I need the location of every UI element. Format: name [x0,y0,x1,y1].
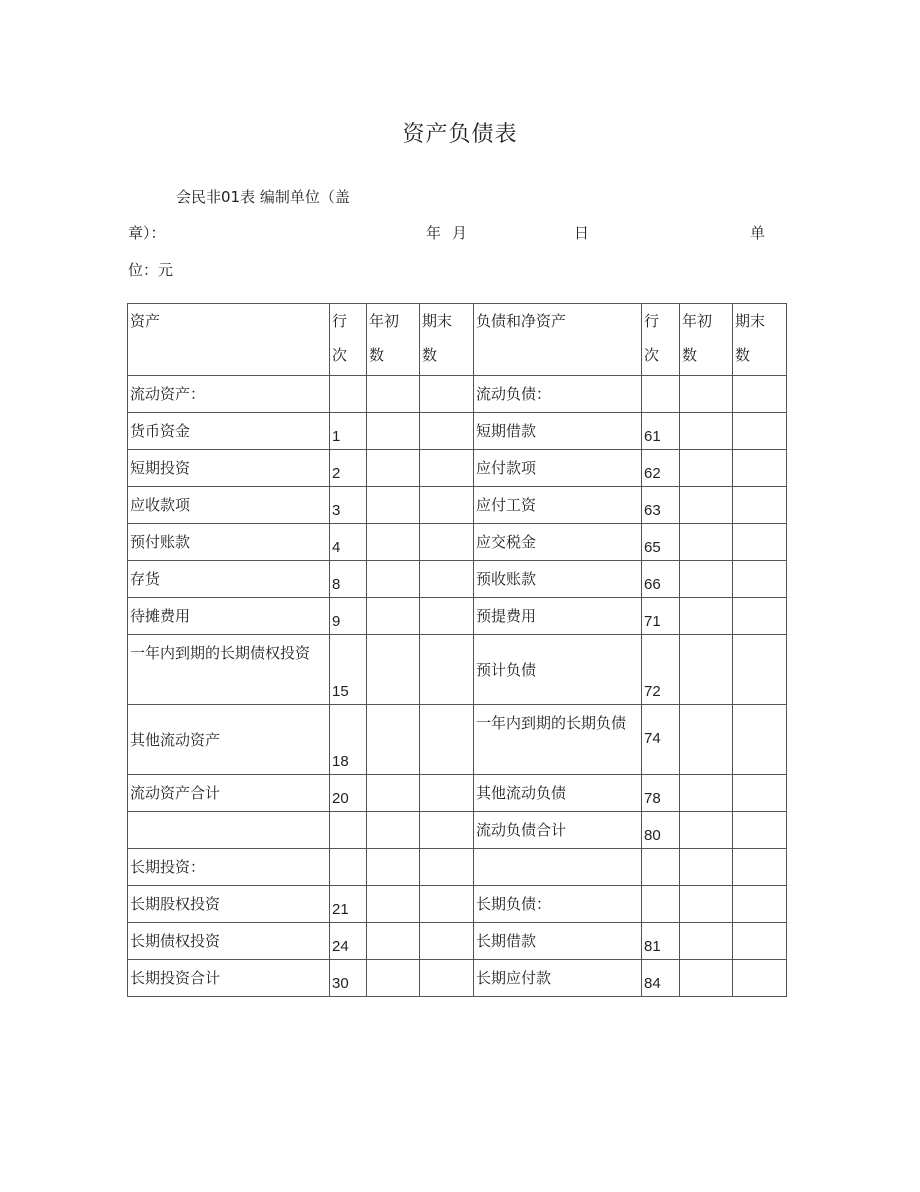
table-row [128,849,787,886]
left-begin [367,960,420,997]
right-row-no: 66 [642,561,680,598]
right-item: 应付款项 [474,450,642,487]
col-header-row-no-right: 行 次 [642,304,680,376]
right-item: 长期负债： [474,886,642,923]
right-item: 流动负债： [474,376,642,413]
right-begin [680,524,733,561]
right-end [733,413,787,450]
right-item: 应交税金 [474,524,642,561]
left-item: 一年内到期的长期债权投资 [128,635,330,705]
table-row [128,886,787,923]
right-row-no: 61 [642,413,680,450]
right-begin [680,561,733,598]
table-row [128,923,787,960]
left-item: 预付账款 [128,524,330,561]
right-begin [680,635,733,705]
right-begin [680,705,733,775]
left-row-no: 1 [330,413,367,450]
page-title: 资产负债表 [402,122,518,147]
col-header-begin: 年初 数 [367,304,420,376]
right-begin [680,923,733,960]
left-end [420,923,474,960]
left-begin [367,923,420,960]
left-begin [367,413,420,450]
unit-line: 位：元 [128,261,174,279]
left-row-no: 9 [330,598,367,635]
right-item [474,849,642,886]
right-item: 长期借款 [474,923,642,960]
left-item: 长期投资合计 [128,960,330,997]
right-end [733,812,787,849]
right-end [733,635,787,705]
left-begin [367,376,420,413]
left-begin [367,487,420,524]
right-end [733,598,787,635]
right-row-no: 71 [642,598,680,635]
left-end [420,487,474,524]
table-row [128,775,787,812]
right-end [733,849,787,886]
right-end [733,960,787,997]
col-header-liabilities: 负债和净资产 [474,304,642,376]
month-label: 月 [452,224,468,242]
right-row-no [642,376,680,413]
table-row [128,376,787,413]
table-row [128,598,787,635]
left-end [420,775,474,812]
right-item: 流动负债合计 [474,812,642,849]
col-header-assets: 资产 [128,304,330,376]
left-row-no: 3 [330,487,367,524]
left-begin [367,775,420,812]
left-item [128,812,330,849]
left-item: 流动资产： [128,376,330,413]
balance-sheet-table [127,303,787,997]
left-end [420,413,474,450]
left-row-no: 4 [330,524,367,561]
table-row [128,960,787,997]
left-end [420,598,474,635]
left-begin [367,812,420,849]
right-begin [680,487,733,524]
right-begin [680,413,733,450]
table-row [128,524,787,561]
left-begin [367,450,420,487]
right-item: 应付工资 [474,487,642,524]
day-label: 日 [574,224,590,242]
right-row-no: 80 [642,812,680,849]
right-end [733,886,787,923]
left-end [420,849,474,886]
right-end [733,561,787,598]
left-row-no: 30 [330,960,367,997]
right-row-no [642,849,680,886]
table-header-row [128,304,787,376]
right-begin [680,775,733,812]
table-row [128,561,787,598]
right-begin [680,849,733,886]
right-begin [680,812,733,849]
table-row [128,487,787,524]
left-item: 长期投资： [128,849,330,886]
left-row-no: 21 [330,886,367,923]
table-row [128,635,787,705]
right-begin [680,598,733,635]
right-end [733,487,787,524]
right-row-no: 81 [642,923,680,960]
right-end [733,524,787,561]
right-row-no: 84 [642,960,680,997]
table-row [128,812,787,849]
left-begin [367,849,420,886]
seal-line: 章）： [128,224,166,242]
right-begin [680,376,733,413]
right-end [733,775,787,812]
right-row-no: 78 [642,775,680,812]
right-end [733,923,787,960]
right-item: 预计负债 [474,635,642,705]
left-begin [367,635,420,705]
left-item: 长期股权投资 [128,886,330,923]
right-begin [680,960,733,997]
right-row-no [642,886,680,923]
year-label: 年 [426,224,442,242]
right-row-no: 65 [642,524,680,561]
left-item: 应收款项 [128,487,330,524]
left-item: 流动资产合计 [128,775,330,812]
right-row-no: 72 [642,635,680,705]
right-end [733,376,787,413]
left-item: 货币资金 [128,413,330,450]
left-row-no: 18 [330,705,367,775]
left-item: 其他流动资产 [128,705,330,775]
right-begin [680,886,733,923]
left-row-no: 2 [330,450,367,487]
table-row [128,450,787,487]
left-end [420,960,474,997]
col-header-end: 期末 数 [420,304,474,376]
left-begin [367,561,420,598]
left-row-no: 8 [330,561,367,598]
right-begin [680,450,733,487]
left-end [420,705,474,775]
right-end [733,705,787,775]
left-begin [367,524,420,561]
right-item: 一年内到期的长期负债 [474,705,642,775]
right-item: 其他流动负债 [474,775,642,812]
left-row-no [330,812,367,849]
left-item: 待摊费用 [128,598,330,635]
left-row-no [330,376,367,413]
left-end [420,561,474,598]
left-item: 长期债权投资 [128,923,330,960]
table-row [128,705,787,775]
col-header-end-right: 期末 数 [733,304,787,376]
right-end [733,450,787,487]
left-end [420,635,474,705]
left-end [420,812,474,849]
left-begin [367,598,420,635]
right-item: 预收账款 [474,561,642,598]
col-header-begin-right: 年初 数 [680,304,733,376]
left-item: 短期投资 [128,450,330,487]
left-row-no: 20 [330,775,367,812]
left-row-no: 15 [330,635,367,705]
right-item: 预提费用 [474,598,642,635]
left-begin [367,886,420,923]
form-code-line: 会民非01表 编制单位（盖 [176,188,350,206]
left-row-no: 24 [330,923,367,960]
right-row-no: 62 [642,450,680,487]
left-begin [367,705,420,775]
table-row [128,413,787,450]
unit-label: 单 [750,224,766,242]
left-item: 存货 [128,561,330,598]
left-end [420,524,474,561]
left-end [420,376,474,413]
right-item: 短期借款 [474,413,642,450]
col-header-row-no: 行 次 [330,304,367,376]
left-end [420,886,474,923]
left-row-no [330,849,367,886]
right-row-no: 63 [642,487,680,524]
right-row-no: 74 [642,705,680,775]
left-end [420,450,474,487]
right-item: 长期应付款 [474,960,642,997]
